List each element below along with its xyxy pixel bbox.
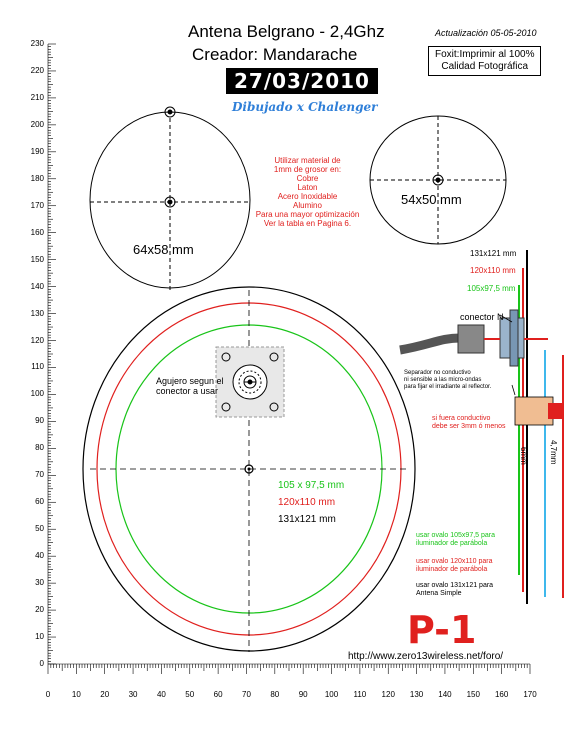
bottom-ruler-label: 160 [494,690,509,699]
separator-note-line: ni sensible a las micro-ondas [404,377,482,383]
hole-note-line: Agujero segun el [156,376,224,386]
bottom-ruler-label: 50 [185,690,195,699]
bottom-ruler-label: 60 [213,690,223,699]
title-line-2: Creador: Mandarache [192,45,358,64]
dim-4-7mm: 4,7mm [549,440,558,465]
material-note-line: Alumino [293,201,322,210]
small-oval-right [370,116,506,244]
title-line-1: Antena Belgrano - 2,4Ghz [188,22,385,41]
use-note-line: usar ovalo 105x97,5 para [416,532,495,539]
left-ruler-label: 170 [30,200,44,210]
left-ruler-label: 90 [35,416,44,426]
left-ruler-label: 180 [30,173,44,183]
update-date: Actualización 05-05-2010 [435,28,537,38]
page-number: P-1 [407,608,477,652]
side-dim-105: 105x97,5 mm [467,284,516,293]
left-ruler-label: 200 [30,119,44,129]
forum-url: http://www.zero13wireless.net/foro/ [348,651,504,662]
left-ruler-label: 80 [35,443,44,453]
separator-note-line: para fijar el irradiante al reflector. [404,384,492,390]
left-ruler-label: 120 [30,335,44,345]
connector-label: conector N [460,312,504,322]
material-note-line: Cobre [296,174,319,183]
left-ruler-label: 10 [35,632,44,642]
left-ruler-label: 0 [39,659,44,668]
use-note-line: iluminador de parábola [416,566,488,573]
left-ruler-ticks [48,44,56,664]
bottom-ruler-ticks [48,664,530,674]
material-note [250,156,365,228]
left-ruler-label: 30 [35,578,44,588]
big-oval-label-black: 131x121 mm [278,514,336,525]
separator-note-line: Separador no conductivo [404,370,471,376]
bottom-ruler-label: 150 [466,690,480,699]
bottom-ruler-label: 40 [156,690,166,699]
big-oval [83,287,415,652]
material-note-line: 1mm de grosor en: [273,165,342,174]
bottom-ruler-label: 140 [438,690,452,699]
big-oval-label-red: 120x110 mm [278,497,336,508]
conductive-note-line: si fuera conductivo [432,415,491,422]
left-ruler-label: 140 [30,281,44,291]
conductive-note [432,415,506,431]
use-note-red [416,558,493,574]
use-note-green [416,532,495,548]
small-oval-left-label: 64x58 mm [133,242,194,257]
left-ruler-label: 190 [30,146,44,156]
conductive-note-line: debe ser 3mm ó menos [432,423,506,430]
left-ruler-label: 110 [31,362,44,372]
left-ruler-label: 20 [35,605,44,615]
left-ruler-label: 50 [35,524,44,534]
big-oval-label-green: 105 x 97,5 mm [278,480,345,491]
use-note-line: iluminador de parábola [416,540,488,547]
print-line-2: Calidad Fotográfica [441,61,529,72]
left-ruler-label: 70 [35,470,44,480]
use-note-line: usar ovalo 131x121 para [416,582,494,589]
bottom-ruler-label: 90 [298,690,308,699]
bottom-ruler-label: 0 [45,690,51,699]
left-ruler-label: 230 [30,39,44,48]
print-line-1: Foxit:Imprimir al 100% [435,49,535,60]
use-note-line: usar ovalo 120x110 para [416,558,493,565]
material-note-line: Utilizar material de [274,156,341,165]
bottom-ruler-label: 20 [100,690,110,699]
use-note-line: Antena Simple [416,590,462,597]
bottom-ruler-label: 70 [242,690,251,699]
left-ruler-label: 40 [35,551,44,561]
material-note-line: Laton [297,183,318,192]
hole-note-line: conector a usar [156,386,219,396]
bottom-ruler-label: 170 [523,690,537,699]
bottom-ruler-label: 120 [381,690,395,699]
left-ruler-label: 60 [35,497,44,507]
left-ruler-label: 130 [30,308,44,318]
print-instructions [428,46,541,76]
separator-note [404,370,491,391]
hole-note [156,376,224,396]
material-note-line: Para una mayor optimización [255,210,360,219]
connector-flange [216,347,284,417]
side-dim-120: 120x110 mm [470,266,516,275]
left-ruler-label: 100 [30,389,44,399]
drawn-by: Dibujado x Chalenger [232,100,378,114]
small-oval-right-label: 54x50 mm [401,192,462,207]
left-ruler-label: 220 [30,65,44,75]
side-dim-131: 131x121 mm [470,249,517,258]
left-ruler-label: 210 [30,92,44,102]
date-badge: 27/03/2010 [226,68,378,94]
use-note-black [416,582,493,598]
bottom-ruler-label: 100 [324,690,339,699]
small-oval-left [90,107,250,290]
bottom-ruler-label: 80 [270,690,280,699]
left-ruler-label: 150 [30,254,44,264]
material-note-line: Acero Inoxidable [277,192,338,201]
bottom-ruler-label: 110 [353,690,367,699]
dim-6mm: 6mm [519,447,528,465]
material-note-line: Ver la tabla en Pagina 6. [263,219,352,228]
bottom-ruler-label: 10 [71,690,81,699]
left-ruler-label: 160 [30,227,44,237]
bottom-ruler-label: 30 [128,690,138,699]
bottom-ruler [48,664,530,674]
left-ruler [48,44,56,664]
bottom-ruler-label: 130 [409,690,424,699]
